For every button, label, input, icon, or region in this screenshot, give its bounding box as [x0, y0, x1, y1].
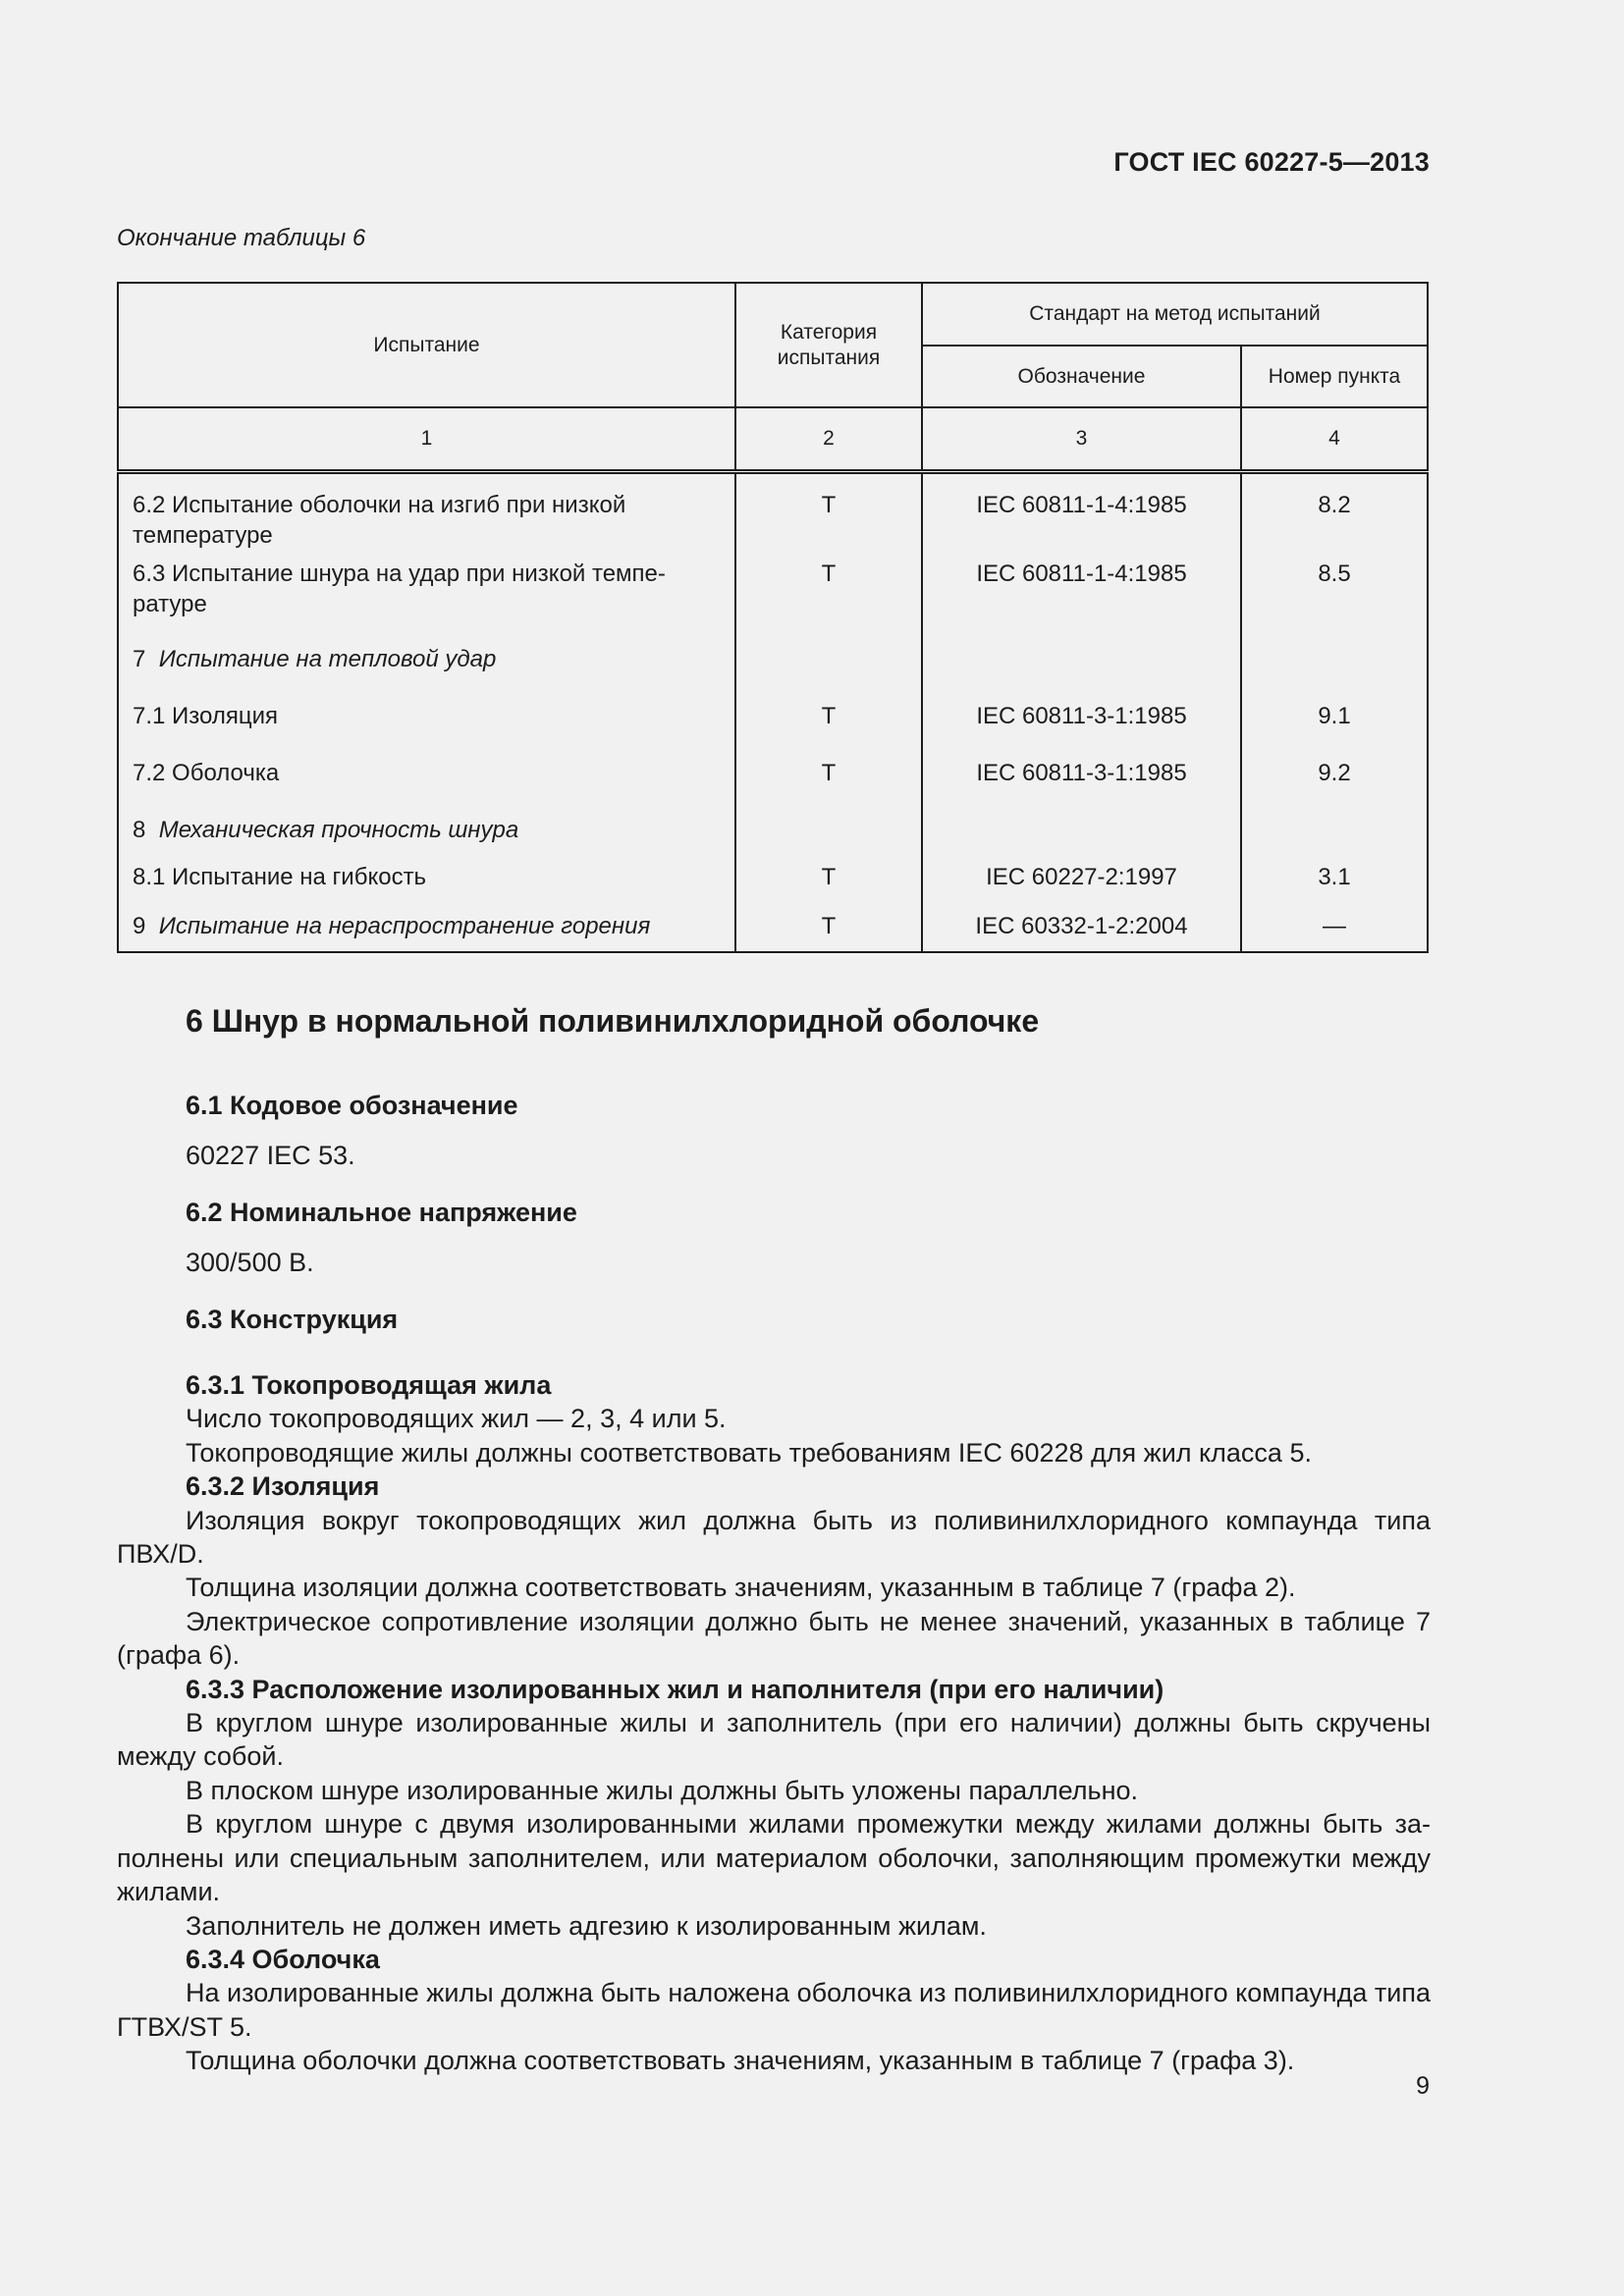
cell-category: Т: [735, 862, 922, 911]
column-number: 1: [118, 407, 735, 472]
cell-category: [735, 644, 922, 701]
column-number: 2: [735, 407, 922, 472]
cell-designation: IEC 60811-3-1:1985: [922, 758, 1241, 815]
subsection-6-3-title: 6.3 Конструкция: [186, 1305, 399, 1334]
cell-test: 8.1 Испытание на гибкость: [118, 862, 735, 911]
table-row: [118, 559, 1428, 644]
section-number: 7: [133, 645, 146, 672]
cell-designation: IEC 60811-1-4:1985: [922, 559, 1241, 644]
document-code: ГОСТ IEC 60227-5—2013: [1113, 147, 1430, 177]
clause-6-3-3-heading: 6.3.3 Расположение изолированных жил и наполнителя (при его наличии): [186, 1674, 1164, 1704]
paragraph: В круглом шнуре с двумя изолированными жилами промежутки между жилами должны быть заполнены или специальным заполнителем, или материалом оболочки, заполняющим промежутки между жилами.: [117, 1809, 1431, 1907]
table-row: [118, 644, 1428, 701]
cell-designation: [922, 644, 1241, 701]
cell-designation: IEC 60811-3-1:1985: [922, 701, 1241, 758]
table-row: [118, 701, 1428, 758]
cell-test: 6.3 Испытание шнура на удар при низкой температуре: [118, 559, 735, 644]
cell-category: Т: [735, 758, 922, 815]
paragraph: В плоском шнуре изолированные жилы должны быть уложены параллельно.: [186, 1775, 1138, 1805]
section-title: 6 Шнур в нормальной поливинилхлоридной оболочке: [186, 1003, 1040, 1039]
header-designation: Обозначение: [922, 346, 1241, 407]
cell-category: Т: [735, 559, 922, 644]
cell-test: [118, 644, 735, 701]
header-test: Испытание: [118, 283, 735, 407]
clause-6-3-1-heading: 6.3.1 Токопроводящая жила: [186, 1370, 552, 1400]
table-row: [118, 862, 1428, 911]
cell-clause: —: [1241, 911, 1428, 952]
paragraph: Толщина изоляции должна соответствовать значениям, указанным в таблице 7 (графа 2).: [186, 1573, 1296, 1603]
paragraph: Заполнитель не должен иметь адгезию к изолированным жилам.: [186, 1910, 987, 1941]
cell-designation: [922, 815, 1241, 862]
page-number: 9: [1416, 2072, 1430, 2100]
paragraph: Токопроводящие жилы должны соответствовать требованиям IEC 60228 для жил класса 5.: [186, 1437, 1312, 1468]
cell-category: [735, 815, 922, 862]
cell-clause: 9.1: [1241, 701, 1428, 758]
table-row: [118, 758, 1428, 815]
cell-category: Т: [735, 701, 922, 758]
paragraph: Электрическое сопротивление изоляции должно быть не менее значений, указанных в таблице 7 (графа 6).: [117, 1606, 1431, 1671]
section-label: Испытание на нераспространение горения: [158, 912, 651, 939]
rated-voltage-value: 300/500 В.: [186, 1248, 314, 1277]
subsection-6-2-title: 6.2 Номинальное напряжение: [186, 1198, 577, 1227]
column-number: 3: [922, 407, 1241, 472]
paragraph: На изолированные жилы должна быть наложена оболочка из поливинилхлоридного компаунда типа ГТВХ/ST 5.: [117, 1978, 1431, 2042]
paragraph: В круглом шнуре изолированные жилы и заполнитель (при его наличии) должны быть скручены между собой.: [117, 1708, 1431, 1772]
paragraph: Изоляция вокруг токопроводящих жил должна быть из поливинилхлоридного компаунда типа ПВХ/D.: [117, 1505, 1431, 1570]
table-row: [118, 815, 1428, 862]
paragraph: Толщина оболочки должна соответствовать значениям, указанным в таблице 7 (графа 3).: [186, 2046, 1295, 2076]
cell-test: 6.2 Испытание оболочки на изгиб при низкой температуре: [118, 472, 735, 559]
table-row: [118, 472, 1428, 559]
section-label: Механическая прочность шнура: [158, 816, 519, 843]
clause-6-3-4-heading: 6.3.4 Оболочка: [186, 1944, 380, 1974]
cell-designation: IEC 60811-1-4:1985: [922, 472, 1241, 559]
cell-clause: 8.2: [1241, 472, 1428, 559]
column-number: 4: [1241, 407, 1428, 472]
construction-text: [117, 1368, 1431, 2078]
clause-6-3-2-heading: 6.3.2 Изоляция: [186, 1471, 380, 1502]
subsection-6-1-title: 6.1 Кодовое обозначение: [186, 1091, 518, 1120]
cell-test: 7.2 Оболочка: [118, 758, 735, 815]
section-number: 9: [133, 912, 146, 939]
header-clause: Номер пункта: [1241, 346, 1428, 407]
table-caption: Окончание таблицы 6: [117, 225, 366, 251]
cell-clause: [1241, 644, 1428, 701]
cell-designation: IEC 60227-2:1997: [922, 862, 1241, 911]
tests-table: [117, 282, 1429, 953]
section-label: Испытание на тепловой удар: [158, 645, 497, 672]
cell-clause: 3.1: [1241, 862, 1428, 911]
header-standard-group: Стандарт на метод испытаний: [922, 283, 1428, 346]
section-number: 8: [133, 816, 146, 843]
cell-clause: [1241, 815, 1428, 862]
table-row: [118, 911, 1428, 952]
cell-clause: 9.2: [1241, 758, 1428, 815]
cell-clause: 8.5: [1241, 559, 1428, 644]
cell-test: [118, 815, 735, 862]
code-designation-value: 60227 IEC 53.: [186, 1141, 355, 1170]
header-category: Категория испытания: [735, 283, 922, 407]
cell-test: [118, 911, 735, 952]
cell-category: Т: [735, 911, 922, 952]
paragraph: Число токопроводящих жил — 2, 3, 4 или 5.: [186, 1404, 727, 1434]
cell-designation: IEC 60332-1-2:2004: [922, 911, 1241, 952]
cell-category: Т: [735, 472, 922, 559]
cell-test: 7.1 Изоляция: [118, 701, 735, 758]
